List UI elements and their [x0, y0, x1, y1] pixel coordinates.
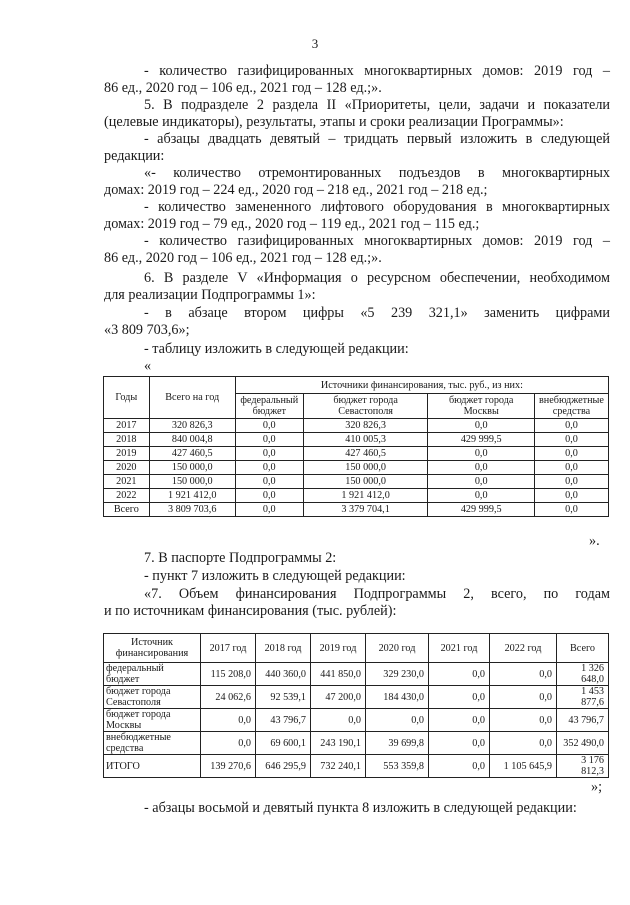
table-cell: 429 999,5: [428, 433, 534, 447]
table-cell: 0,0: [534, 489, 608, 503]
table-cell: 0,0: [534, 475, 608, 489]
text-line: домах: 2019 год – 79 ед., 2020 год – 119 ед., 2021 год – 115 ед.;: [104, 216, 480, 232]
table-cell: 840 004,8: [149, 433, 235, 447]
row-label: внебюджетные средства: [104, 732, 201, 755]
table-cell: 3 379 704,1: [303, 503, 428, 517]
header-years: Годы: [104, 377, 150, 419]
text-line: - пункт 7 изложить в следующей редакции:: [144, 568, 406, 584]
header-total: Всего: [557, 634, 609, 663]
text-line: 6. В разделе V «Информация о ресурсном обеспечении, необходимом: [144, 270, 610, 286]
table-cell: 3 809 703,6: [149, 503, 235, 517]
table-cell: 732 240,1: [311, 755, 366, 778]
table-row: [104, 447, 609, 461]
table-cell: 320 826,3: [149, 419, 235, 433]
table-cell: 440 360,0: [256, 663, 311, 686]
table-total-row: [104, 755, 609, 778]
header-federal: федеральный бюджет: [235, 394, 303, 419]
table-cell: 0,0: [429, 663, 490, 686]
table-cell: 43 796,7: [256, 709, 311, 732]
table-cell: 0,0: [311, 709, 366, 732]
table-cell: 427 460,5: [303, 447, 428, 461]
table-cell: 0,0: [490, 663, 557, 686]
table-cell: 139 270,6: [201, 755, 256, 778]
table-cell: 0,0: [201, 709, 256, 732]
table-cell: 410 005,3: [303, 433, 428, 447]
header-2019: 2019 год: [311, 634, 366, 663]
table-cell: 0,0: [428, 475, 534, 489]
table-cell: 184 430,0: [366, 686, 429, 709]
text-line: - абзацы двадцать девятый – тридцать первый изложить в следующей: [144, 131, 610, 147]
table-cell: 115 208,0: [201, 663, 256, 686]
table-cell: 243 190,1: [311, 732, 366, 755]
text-line: 7. В паспорте Подпрограммы 2:: [144, 550, 337, 566]
table-cell: 0,0: [235, 461, 303, 475]
text-line: 86 ед., 2020 год – 106 ед., 2021 год – 128 ед.;».: [104, 80, 382, 96]
table-cell: 320 826,3: [303, 419, 428, 433]
text-line: - количество замененного лифтового оборудования в многоквартирных: [144, 199, 610, 215]
table-row: [104, 461, 609, 475]
table-cell: 0,0: [428, 419, 534, 433]
header-sources: Источники финансирования, тыс. руб., из них:: [235, 377, 608, 394]
table-cell: 150 000,0: [149, 461, 235, 475]
text-line: - количество газифицированных многоквартирных домов: 2019 год –: [144, 63, 610, 79]
table-cell: 1 453 877,6: [557, 686, 609, 709]
table-cell: 0,0: [428, 461, 534, 475]
funding-table-2: [103, 633, 609, 778]
text-line: «- количество отремонтированных подъездов в многоквартирных: [144, 165, 610, 181]
table-row: [104, 732, 609, 755]
table-cell: 0,0: [428, 447, 534, 461]
table-total-row: [104, 503, 609, 517]
table-row: [104, 686, 609, 709]
table-cell: 352 490,0: [557, 732, 609, 755]
table-cell: 150 000,0: [303, 475, 428, 489]
table-cell: 2018: [104, 433, 150, 447]
closing-quote: »;: [591, 779, 603, 795]
text-line: домах: 2019 год – 224 ед., 2020 год – 218 ед., 2021 год – 218 ед.;: [104, 182, 488, 198]
table-cell: 0,0: [235, 447, 303, 461]
table-cell: 47 200,0: [311, 686, 366, 709]
text-line: 86 ед., 2020 год – 106 ед., 2021 год – 128 ед.;».: [104, 250, 382, 266]
table-row: [104, 663, 609, 686]
table-cell: Всего: [104, 503, 150, 517]
header-sevastopol: бюджет города Севастополя: [303, 394, 428, 419]
header-2017: 2017 год: [201, 634, 256, 663]
table-cell: 2017: [104, 419, 150, 433]
table-cell: 0,0: [429, 755, 490, 778]
table-cell: 1 921 412,0: [303, 489, 428, 503]
closing-quote: ».: [589, 533, 600, 549]
table-cell: 0,0: [366, 709, 429, 732]
header-source: Источник финансирования: [104, 634, 201, 663]
table-row: [104, 433, 609, 447]
table-cell: 441 850,0: [311, 663, 366, 686]
table-row: [104, 489, 609, 503]
text-line: «3 809 703,6»;: [104, 322, 190, 338]
table-cell: 553 359,8: [366, 755, 429, 778]
table-cell: 0,0: [534, 447, 608, 461]
text-line: и по источникам финансирования (тыс. рублей):: [104, 603, 397, 619]
table-cell: 0,0: [534, 419, 608, 433]
table-cell: 329 230,0: [366, 663, 429, 686]
text-line: редакции:: [104, 148, 165, 164]
table-cell: 150 000,0: [303, 461, 428, 475]
header-2018: 2018 год: [256, 634, 311, 663]
table-cell: 2022: [104, 489, 150, 503]
table-cell: 0,0: [490, 732, 557, 755]
funding-table-1: [103, 376, 609, 517]
table-cell: 0,0: [235, 503, 303, 517]
text-line: - таблицу изложить в следующей редакции:: [144, 341, 409, 357]
table-cell: 0,0: [429, 732, 490, 755]
header-2022: 2022 год: [490, 634, 557, 663]
table-cell: 0,0: [534, 503, 608, 517]
header-total: Всего на год: [149, 377, 235, 419]
table-cell: 0,0: [490, 709, 557, 732]
table-cell: 0,0: [429, 709, 490, 732]
table-cell: 3 176 812,3: [557, 755, 609, 778]
header-2021: 2021 год: [429, 634, 490, 663]
header-moscow: бюджет города Москвы: [428, 394, 534, 419]
table-row: [104, 419, 609, 433]
text-line: - количество газифицированных многоквартирных домов: 2019 год –: [144, 233, 610, 249]
table-cell: 0,0: [235, 433, 303, 447]
table-cell: 24 062,6: [201, 686, 256, 709]
table-row: [104, 709, 609, 732]
header-extrabudget: внебюджетные средства: [534, 394, 608, 419]
table-cell: 39 699,8: [366, 732, 429, 755]
table-cell: 0,0: [429, 686, 490, 709]
table-cell: 2019: [104, 447, 150, 461]
table-cell: 0,0: [235, 475, 303, 489]
row-label: федеральный бюджет: [104, 663, 201, 686]
table-cell: 646 295,9: [256, 755, 311, 778]
row-label: бюджет города Москвы: [104, 709, 201, 732]
text-line: (целевые индикаторы), результаты, этапы и сроки реализации Программы»:: [104, 114, 564, 130]
table-cell: 2020: [104, 461, 150, 475]
table-cell: 0,0: [235, 489, 303, 503]
text-line: - в абзаце втором цифры «5 239 321,1» заменить цифрами: [144, 305, 610, 321]
text-line: 5. В подразделе 2 раздела II «Приоритеты, цели, задачи и показатели: [144, 97, 610, 113]
page-number: 3: [311, 36, 319, 51]
table-cell: 43 796,7: [557, 709, 609, 732]
text-line: - абзацы восьмой и девятый пункта 8 изложить в следующей редакции:: [144, 800, 577, 816]
table-cell: 0,0: [235, 419, 303, 433]
table-cell: 0,0: [201, 732, 256, 755]
text-line: «7. Объем финансирования Подпрограммы 2, всего, по годам: [144, 586, 610, 602]
table-row: [104, 475, 609, 489]
table-cell: 69 600,1: [256, 732, 311, 755]
table-cell: 1 326 648,0: [557, 663, 609, 686]
table-cell: 150 000,0: [149, 475, 235, 489]
table-cell: 1 921 412,0: [149, 489, 235, 503]
table-cell: 0,0: [534, 433, 608, 447]
table-cell: 429 999,5: [428, 503, 534, 517]
table-cell: 0,0: [490, 686, 557, 709]
header-2020: 2020 год: [366, 634, 429, 663]
opening-quote: «: [144, 358, 152, 374]
table-cell: 0,0: [428, 489, 534, 503]
table-cell: 92 539,1: [256, 686, 311, 709]
row-label: ИТОГО: [104, 755, 201, 778]
table-cell: 2021: [104, 475, 150, 489]
row-label: бюджет города Севастополя: [104, 686, 201, 709]
table-cell: 1 105 645,9: [490, 755, 557, 778]
table-cell: 427 460,5: [149, 447, 235, 461]
text-line: для реализации Подпрограммы 1»:: [104, 287, 316, 303]
table-cell: 0,0: [534, 461, 608, 475]
